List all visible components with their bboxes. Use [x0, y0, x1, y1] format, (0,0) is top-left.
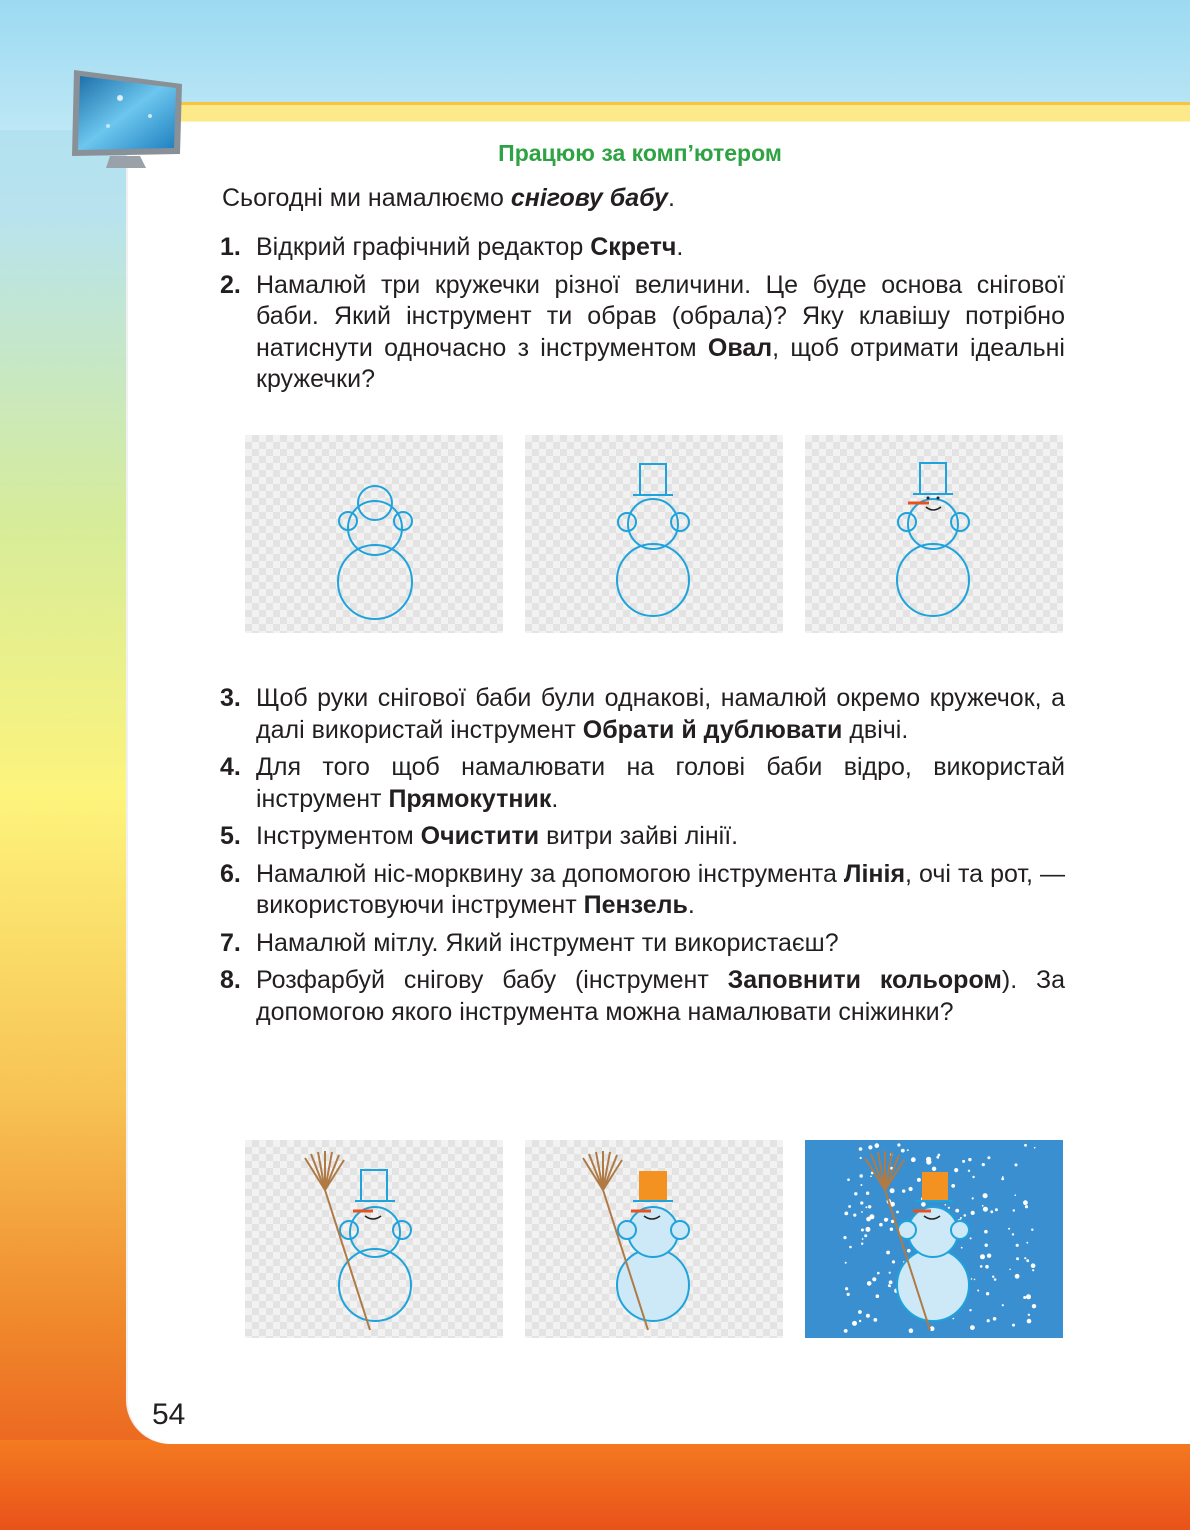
tool-name: Овал	[707, 333, 773, 362]
snowflake-dot	[964, 1214, 967, 1217]
step-text-part: Намалюй три кружечки різної величини. Це буде основа снігової баби. Який інструмент ти обрав (обрала)? Яку клавішу потрібно натиснути одночасно з інструментом	[256, 270, 1065, 362]
image-row-outlines	[245, 435, 1063, 633]
snowflake-dot	[1024, 1144, 1027, 1147]
snowflake-dot	[877, 1272, 880, 1275]
step-text-part: Розфарбуй снігову бабу (інструмент	[256, 966, 728, 994]
snowflake-dot	[980, 1254, 985, 1259]
tool-name: Заповнити кольором	[727, 966, 1002, 994]
snowflake-dot	[907, 1249, 911, 1253]
step-text-part: , щоб отримати ідеальні кружечки?	[256, 333, 1065, 393]
snowflake-dot	[859, 1147, 863, 1151]
snowflake-dot	[861, 1229, 864, 1232]
snowflake-dot	[993, 1317, 997, 1321]
snowflake-dot	[970, 1325, 975, 1330]
step-item	[220, 752, 1065, 815]
snowflake-dot	[861, 1243, 863, 1245]
step-text-part: ). За допомогою якого інструмента можна намалювати сніжинки?	[256, 966, 1065, 1026]
step-text	[256, 928, 1065, 960]
snowflake-dot	[983, 1193, 988, 1198]
snowflake-dot	[890, 1188, 895, 1193]
snowman-circles-image	[245, 435, 503, 633]
section-heading: Працюю за комп’ютером	[498, 140, 782, 166]
snowflake-dot	[987, 1319, 990, 1322]
snowflake-dot	[969, 1309, 971, 1311]
snowflake-dot	[985, 1265, 989, 1269]
step-text	[256, 859, 1065, 922]
snowflake-dot	[968, 1170, 970, 1172]
step-text-part: .	[687, 891, 695, 919]
snowflake-dot	[932, 1167, 936, 1171]
snowflake-dot	[875, 1143, 880, 1148]
snowflake-dot	[985, 1244, 988, 1247]
snowman-bucket-image	[525, 435, 783, 633]
snowflake-dot	[987, 1254, 991, 1258]
snowflake-dot	[867, 1281, 872, 1286]
snowflake-dot	[845, 1287, 848, 1290]
snowflake-dot	[860, 1157, 862, 1159]
snowflake-dot	[896, 1211, 899, 1214]
snowflake-dot	[1028, 1314, 1030, 1316]
snowman-snowflakes-image	[805, 1140, 1063, 1338]
snowflake-dot	[1032, 1304, 1036, 1308]
snowflake-dot	[844, 1329, 848, 1333]
snowflake-dot	[890, 1228, 893, 1231]
step-item	[220, 270, 1065, 396]
snowflake-dot	[938, 1154, 941, 1157]
snowflake-dot	[936, 1156, 939, 1159]
snowflake-dot	[909, 1328, 914, 1333]
snowflake-dot	[953, 1318, 955, 1320]
snowflake-dot	[870, 1176, 872, 1178]
step-text	[256, 683, 1065, 746]
snowflake-dot	[1023, 1296, 1026, 1299]
step-item	[220, 232, 1065, 264]
step-text-part: Намалюй мітлу. Який інструмент ти використаєш?	[256, 928, 839, 957]
snowflake-dot	[921, 1202, 926, 1207]
snowflake-dot	[1009, 1269, 1011, 1271]
step-item	[220, 683, 1065, 746]
snowflake-dot	[971, 1211, 975, 1215]
bottom-background-band	[0, 1440, 1190, 1530]
snowflake-dot	[983, 1207, 988, 1212]
snowflake-dot	[945, 1204, 947, 1206]
snowflake-dot	[994, 1278, 997, 1281]
snowflake-dot	[911, 1157, 916, 1162]
step-text-part: Намалюй ніс-морквину за допомогою інструмента	[256, 859, 844, 888]
step-text-part: витри зайві лінії.	[539, 822, 739, 850]
snowman-broom-image	[245, 1140, 503, 1338]
snowflake-dot	[907, 1149, 909, 1151]
snowflake-dot	[888, 1284, 891, 1287]
snowflake-dot	[873, 1318, 877, 1322]
step-text	[256, 965, 1065, 1028]
snowflake-dot	[872, 1277, 876, 1281]
snowflake-dot	[1026, 1242, 1028, 1244]
snowflake-dot	[844, 1212, 848, 1216]
intro-emphasis: снігову бабу	[510, 184, 668, 212]
snowflake-dot	[887, 1218, 889, 1220]
snowflake-dot	[926, 1157, 931, 1162]
snowflake-dot	[951, 1184, 955, 1188]
step-text-part: Для того щоб намалювати на голові баби відро, використай інструмент	[256, 753, 1065, 813]
step-text	[256, 752, 1065, 815]
snowflake-dot	[954, 1168, 958, 1172]
snowflake-dot	[1012, 1233, 1014, 1235]
snowman-filled-image	[525, 1140, 783, 1338]
snowflake-dot	[970, 1237, 972, 1239]
step-number: 6.	[220, 859, 241, 888]
step-number: 5.	[220, 822, 241, 850]
snowflake-dot	[849, 1246, 852, 1249]
step-text-part: .	[676, 233, 684, 261]
intro-text: Сьогодні ми намалюємо снігову бабу.	[222, 184, 675, 212]
snowflake-dot	[962, 1160, 965, 1163]
snowflake-dot	[1024, 1257, 1026, 1259]
snowflake-dot	[847, 1178, 850, 1181]
snowflake-dot	[866, 1192, 869, 1195]
snowflake-dot	[879, 1223, 883, 1227]
image-row-colored	[245, 1140, 1063, 1338]
snowflake-dot	[1027, 1319, 1032, 1324]
snowflake-dot	[1032, 1269, 1034, 1271]
snowflake-dot	[889, 1272, 891, 1274]
snowflake-dot	[974, 1279, 976, 1281]
snowflake-dot	[1031, 1229, 1033, 1231]
snowflake-dot	[982, 1205, 984, 1207]
snowman-face-image	[805, 435, 1063, 633]
snowflake-dot	[1008, 1228, 1010, 1230]
snowflake-dot	[992, 1276, 994, 1278]
snowflake-dot	[987, 1156, 990, 1159]
snowflake-dot	[948, 1207, 950, 1209]
snowflake-dot	[1016, 1257, 1019, 1260]
snowflake-dot	[1012, 1324, 1015, 1327]
step-text	[256, 270, 1065, 396]
snowflake-dot	[977, 1290, 979, 1292]
step-item	[220, 859, 1065, 922]
snowflake-dot	[847, 1293, 850, 1296]
tool-name: Лінія	[843, 859, 906, 888]
snowflake-dot	[865, 1206, 867, 1208]
snowflake-dot	[980, 1265, 983, 1268]
snowflake-dot	[971, 1278, 973, 1280]
step-text-part: Щоб руки снігової баби були однакові, намалюй окремо кружечок, а далі використай інструмент	[256, 684, 1065, 744]
snowflake-dot	[1031, 1263, 1036, 1268]
step-number: 2.	[220, 270, 241, 299]
snowflake-dot	[1034, 1147, 1036, 1149]
snowflake-dot	[972, 1197, 974, 1199]
tool-name: Очистити	[420, 822, 540, 850]
snowflake-dot	[862, 1238, 864, 1240]
snowflake-dot	[853, 1214, 856, 1217]
snowflake-dot	[858, 1310, 862, 1314]
step-item	[220, 928, 1065, 960]
step-item	[220, 965, 1065, 1028]
step-number: 1.	[220, 233, 241, 261]
snowflake-dot	[901, 1149, 905, 1153]
snowflake-dot	[860, 1174, 863, 1177]
step-item	[220, 821, 1065, 853]
snowflake-dot	[1015, 1163, 1018, 1166]
snowflake-dot	[859, 1320, 861, 1322]
snowflake-dot	[865, 1227, 870, 1232]
step-number: 8.	[220, 966, 241, 994]
snowflake-dot	[990, 1210, 993, 1213]
step-text-part: двічі.	[842, 715, 909, 744]
snowflake-dot	[869, 1214, 874, 1219]
snowflake-dot	[860, 1201, 863, 1204]
snowflake-dot	[1015, 1274, 1020, 1279]
snowflake-dot	[848, 1205, 851, 1208]
snowflake-dot	[864, 1234, 867, 1237]
snowflake-dot	[1015, 1194, 1017, 1196]
snowflake-dot	[892, 1260, 895, 1263]
snowflake-dot	[984, 1230, 988, 1234]
snowflake-dot	[889, 1280, 893, 1284]
snowflake-dot	[876, 1294, 880, 1298]
page-number: 54	[152, 1398, 186, 1431]
step-number: 4.	[220, 753, 241, 781]
snowflake-dot	[860, 1184, 862, 1186]
snowflake-dot	[960, 1217, 962, 1219]
tool-name: Скретч	[590, 233, 677, 261]
snowflake-dot	[961, 1247, 963, 1249]
snowflake-dot	[852, 1321, 857, 1326]
snowflake-dot	[843, 1236, 846, 1239]
snowflake-dot	[868, 1145, 872, 1149]
snowflake-dot	[1023, 1200, 1028, 1205]
tool-name: Обрати й дублювати	[582, 715, 843, 744]
snowflake-dot	[909, 1187, 913, 1191]
snowflake-dot	[1013, 1209, 1015, 1211]
snowflake-dot	[1002, 1304, 1004, 1306]
snowflake-dot	[845, 1262, 847, 1264]
snowflake-dot	[972, 1176, 974, 1178]
step-text	[256, 232, 1065, 264]
step-number: 3.	[220, 684, 241, 712]
snowflake-dot	[1025, 1205, 1028, 1208]
tool-name: Прямокутник	[388, 784, 552, 813]
snowflake-dot	[955, 1209, 959, 1213]
snowflake-dot	[861, 1211, 863, 1213]
step-text-part: Інструментом	[256, 822, 421, 850]
step-number: 7.	[220, 928, 241, 957]
step-text-part: Відкрий графічний редактор	[256, 233, 591, 261]
snowflake-dot	[1001, 1178, 1004, 1181]
snowflake-dot	[854, 1192, 857, 1195]
snowflake-dot	[886, 1251, 890, 1255]
step-text	[256, 821, 1065, 853]
snowflake-dot	[1016, 1244, 1019, 1247]
snowflake-dot	[986, 1292, 989, 1295]
snowflake-dot	[868, 1205, 871, 1208]
step-text-part: , очі та рот, — використовуючи інструмент	[256, 859, 1065, 919]
header-yellow-stripe	[160, 102, 1190, 124]
steps-list-bottom	[220, 683, 1065, 1034]
step-text-part: .	[551, 784, 559, 813]
snowflake-dot	[1026, 1294, 1031, 1299]
snowflake-dot	[917, 1178, 921, 1182]
snowflake-dot	[995, 1208, 998, 1211]
snowflake-dot	[968, 1158, 971, 1161]
snowflake-dot	[866, 1314, 870, 1318]
snowflake-dot	[1026, 1259, 1029, 1262]
steps-list-top	[220, 232, 1065, 402]
tool-name: Пензель	[583, 891, 688, 919]
snowflake-dot	[897, 1143, 900, 1146]
snowflake-dot	[982, 1163, 985, 1166]
snowflake-dot	[902, 1189, 905, 1192]
